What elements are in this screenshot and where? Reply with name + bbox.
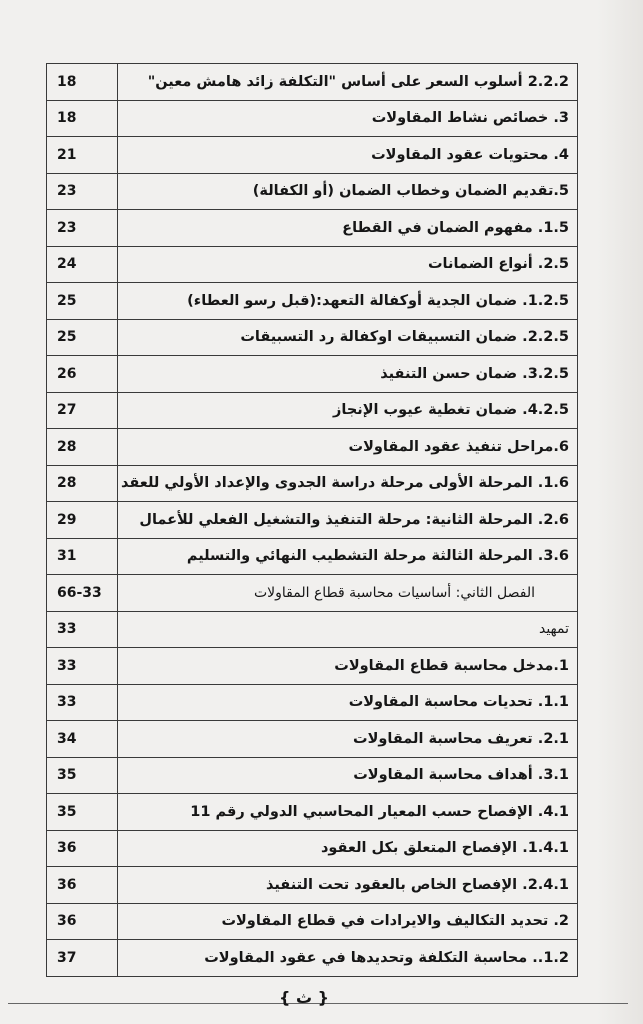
toc-entry-title: 5.تقديم الضمان وخطاب الضمان (أو الكفالة) [118, 173, 578, 210]
table-of-contents [46, 63, 578, 977]
toc-page-number: 33 [47, 611, 118, 648]
toc-entry-title: 1.2.5. ضمان الجدية أوكفالة التعهد:(قبل رسو العطاء) [118, 283, 578, 320]
toc-page-number: 21 [47, 137, 118, 174]
toc-row [47, 465, 578, 502]
toc-row [47, 502, 578, 539]
toc-page-number: 66-33 [47, 575, 118, 612]
toc-row [47, 940, 578, 977]
toc-page-number: 25 [47, 319, 118, 356]
toc-entry-title: 1.2.. محاسبة التكلفة وتحديدها في عقود المقاولات [118, 940, 578, 977]
toc-page-number: 23 [47, 173, 118, 210]
toc-page-number: 35 [47, 757, 118, 794]
toc-row [47, 283, 578, 320]
toc-row [47, 319, 578, 356]
toc-row [47, 648, 578, 685]
toc-page-number: 33 [47, 648, 118, 685]
toc-entry-title: 3.2.5. ضمان حسن التنفيذ [118, 356, 578, 393]
toc-entry-title: 4.1. الإفصاح حسب المعيار المحاسبي الدولي رقم 11 [118, 794, 578, 831]
toc-entry-title: 3.1. أهداف محاسبة المقاولات [118, 757, 578, 794]
toc-row [47, 684, 578, 721]
toc-row [47, 903, 578, 940]
toc-page-number: 27 [47, 392, 118, 429]
toc-entry-title: 3.6. المرحلة الثالثة مرحلة التشطيب النهائي والتسليم [118, 538, 578, 575]
toc-page-number: 33 [47, 684, 118, 721]
toc-page-number: 35 [47, 794, 118, 831]
toc-page-number: 25 [47, 283, 118, 320]
toc-row [47, 392, 578, 429]
toc-entry-title: 3. خصائص نشاط المقاولات [118, 100, 578, 137]
toc-page-number: 18 [47, 64, 118, 101]
toc-row [47, 246, 578, 283]
toc-row [47, 538, 578, 575]
toc-page-number: 36 [47, 867, 118, 904]
toc-row [47, 100, 578, 137]
toc-entry-title: 2.2.2 أسلوب السعر على أساس "التكلفة زائد هامش معين" [118, 64, 578, 101]
toc-entry-title: 2.4.1. الإفصاح الخاص بالعقود تحت التنفيذ [118, 867, 578, 904]
toc-row [47, 757, 578, 794]
toc-page-number: 29 [47, 502, 118, 539]
toc-page-number: 26 [47, 356, 118, 393]
toc-entry-title: 4. محتويات عقود المقاولات [118, 137, 578, 174]
toc-row [47, 721, 578, 758]
page-edge-shadow [597, 0, 643, 1024]
toc-entry-title: 2.5. أنواع الضمانات [118, 246, 578, 283]
toc-row [47, 210, 578, 247]
toc-row [47, 611, 578, 648]
toc-row [47, 356, 578, 393]
toc-row [47, 830, 578, 867]
toc-entry-title: 2.6. المرحلة الثانية: مرحلة التنفيذ والتشغيل الفعلي للأعمال [118, 502, 578, 539]
toc-entry-title: الفصل الثاني: أساسيات محاسبة قطاع المقاولات [118, 575, 578, 612]
toc-entry-title: 2. تحديد التكاليف والايرادات في قطاع المقاولات [118, 903, 578, 940]
toc-page-number: 18 [47, 100, 118, 137]
toc-entry-title: 1.4.1. الإفصاح المتعلق بكل العقود [118, 830, 578, 867]
toc-page-number: 31 [47, 538, 118, 575]
toc-row [47, 429, 578, 466]
toc-page-number: 37 [47, 940, 118, 977]
page-number: { ث } [278, 988, 329, 1007]
toc-row [47, 794, 578, 831]
toc-entry-title: 2.2.5. ضمان التسبيقات اوكفالة رد التسبيقات [118, 319, 578, 356]
toc-entry-title: 6.مراحل تنفيذ عقود المقاولات [118, 429, 578, 466]
toc-row [47, 173, 578, 210]
toc-page-number: 34 [47, 721, 118, 758]
toc-entry-title: 2.1. تعريف محاسبة المقاولات [118, 721, 578, 758]
toc-page-number: 24 [47, 246, 118, 283]
toc-page-number: 36 [47, 830, 118, 867]
toc-entry-title: 4.2.5. ضمان تغطية عيوب الإنجاز [118, 392, 578, 429]
toc-entry-title: 1.6. المرحلة الأولى مرحلة دراسة الجدوى والإعداد الأولي للعقد [118, 465, 578, 502]
toc-page-number: 36 [47, 903, 118, 940]
toc-entry-title: 1.مدخل محاسبة قطاع المقاولات [118, 648, 578, 685]
toc-row [47, 64, 578, 101]
toc-row [47, 137, 578, 174]
toc-entry-title: 1.5. مفهوم الضمان في القطاع [118, 210, 578, 247]
toc-page-number: 28 [47, 429, 118, 466]
toc-row [47, 575, 578, 612]
page-number-value: ث [295, 988, 313, 1007]
toc-row [47, 867, 578, 904]
toc-page-number: 23 [47, 210, 118, 247]
toc-page-number: 28 [47, 465, 118, 502]
toc-entry-title: 1.1. تحديات محاسبة المقاولات [118, 684, 578, 721]
toc-entry-title: تمهيد [118, 611, 578, 648]
